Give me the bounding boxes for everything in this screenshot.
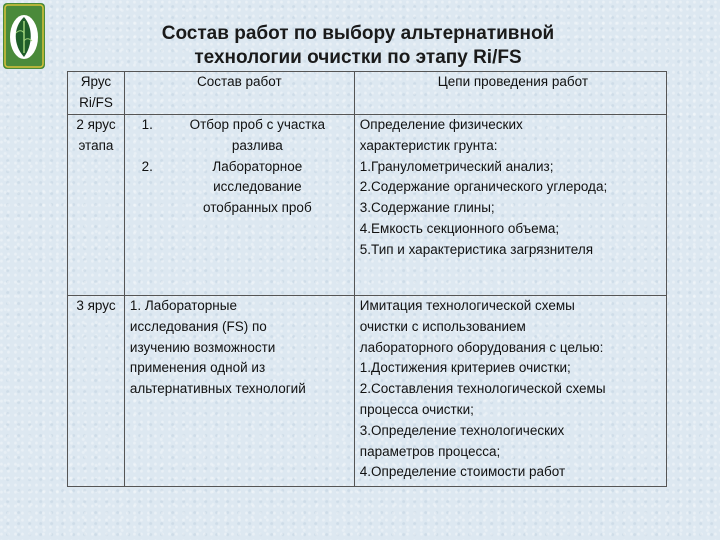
leaf-emblem-icon <box>3 3 45 69</box>
header-goals-cell <box>354 72 666 115</box>
table-row <box>68 296 667 487</box>
list-number: 1. <box>141 117 153 132</box>
goals-cell <box>354 296 666 487</box>
goal-line: процесса очистки; <box>359 401 474 417</box>
list-item <box>125 115 354 157</box>
goal-line: 4.Емкость секционного объема; <box>359 220 560 236</box>
goal-line: 5.Тип и характеристика загрязнителя <box>359 241 594 257</box>
works-cell <box>124 296 354 487</box>
work-line: альтернативных технологий <box>129 381 306 397</box>
tier-cell <box>68 115 125 296</box>
goal-line: Определение физических <box>359 117 523 132</box>
goal-line: характеристик грунта: <box>359 137 498 153</box>
goal-line: параметров процесса; <box>359 443 501 459</box>
works-table <box>67 71 667 487</box>
work-line: изучению возможности <box>129 339 276 355</box>
list-number: 2. <box>141 158 153 174</box>
list-text: разлива <box>231 137 283 153</box>
table-row <box>68 115 667 296</box>
goal-line: 1.Гранулометрический анализ; <box>359 158 554 174</box>
list-item <box>125 157 354 219</box>
header-tier-line1: Ярус <box>80 74 112 89</box>
works-cell <box>124 115 354 296</box>
header-tier-line2: Ri/FS <box>79 94 113 110</box>
goal-line: 1.Достижения критериев очистки; <box>359 360 571 376</box>
goal-line: 4.Определение стоимости работ <box>359 464 566 480</box>
header-tier-cell <box>68 72 125 115</box>
list-text: Лабораторное <box>212 158 303 174</box>
tier-label: 3 ярус <box>76 298 116 313</box>
list-text: исследование <box>213 179 302 195</box>
goal-line: лабораторного оборудования с целью: <box>359 339 604 355</box>
goal-line: очистки с использованием <box>359 318 526 334</box>
goal-line: 3.Определение технологических <box>359 422 565 438</box>
list-text: Отбор проб с участка <box>189 117 326 132</box>
title-line-2: технологии очистки по этапу Ri/FS <box>194 47 522 68</box>
list-text: отобранных проб <box>203 200 312 216</box>
goal-line: 2.Содержание органического углерода; <box>359 179 608 195</box>
header-works-label: Состав работ <box>197 74 282 89</box>
tier-label: 2 ярус <box>76 117 116 132</box>
header-goals-label: Цепи проведения работ <box>437 74 589 89</box>
goals-cell <box>354 115 666 296</box>
tier-cell <box>68 296 125 487</box>
goal-line: Имитация технологической схемы <box>359 298 575 313</box>
works-list <box>125 115 354 219</box>
work-line: применения одной из <box>129 360 266 376</box>
header-works-cell <box>124 72 354 115</box>
work-line: исследования (FS) по <box>129 318 267 334</box>
work-line: 1. Лабораторные <box>129 298 237 313</box>
table-header-row <box>68 72 667 115</box>
page-title <box>118 22 598 70</box>
title-line-1: Состав работ по выбору альтернативной <box>161 23 555 44</box>
tier-sublabel: этапа <box>78 137 114 153</box>
goal-line: 2.Составления технологической схемы <box>359 381 606 397</box>
goal-line: 3.Содержание глины; <box>359 200 495 216</box>
